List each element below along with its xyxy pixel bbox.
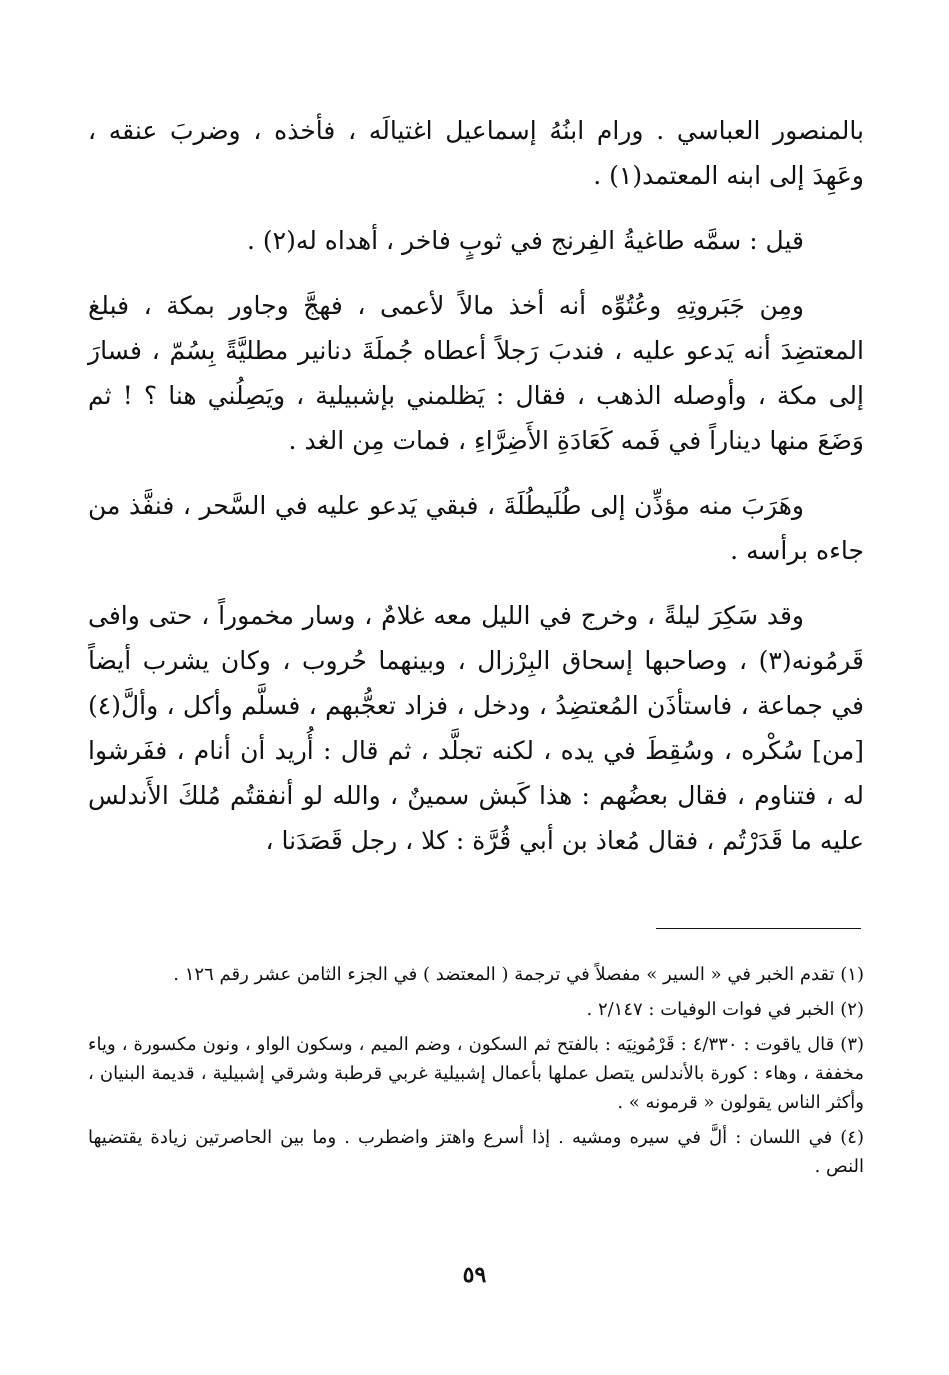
footnote: (١) تقدم الخبر في « السير » مفصلاً في ترجمة ( المعتضد ) في الجزء الثامن عشر رقم ١٢٦ . xyxy=(173,964,864,985)
footnote: (٣) قال ياقوت : ٤/٣٣٠ : قَرْمُونِيَه : بالفتح ثم السكون ، وضم الميم ، وسكون الواو ، ونون مكسورة ، وياء مخففة ، وهاء : كورة بالأندلس يتصل عملها بأعمال إشبيلية غربي قرطبة وشرقي إشبيلية ، قديمة البنيان ، وأكثر الناس يقولون « قرمونه » . xyxy=(88,1034,865,1113)
page-number: ٥٩ xyxy=(462,1262,487,1288)
footnote: (٤) في اللسان : ألَّ في سيره ومشيه . إذا أسرع واهتز واضطرب . وما بين الحاصرتين زيادة يقتضيها النص . xyxy=(88,1127,864,1177)
paragraph: وقد سَكِرَ ليلةً ، وخرج في الليل معه غلامٌ ، وسار مخموراً ، حتى وافى قَرمُونه(٣) ، وصاحبها إسحاق البِرْزال ، وبينهما حُروب ، وكان يشرب أيضاً في جماعة ، فاستأذَن المُعتضِدُ ، ودخل ، فزاد تعجُّبهم ، فسلَّم وأكل ، وألَّ(٤) [من] سُكْره ، وسُقِطَ في يده ، لكنه تجلَّد ، ثم قال : أُريد أن أنام ، ففَرشوا له ، فتناوم ، فقال بعضُهم : هذا كَبش سمينٌ ، والله لو أنفقتُم مُلكَ الأَندلس عليه ما قَدَرْتُم ، فقال مُعاذ بن أبي قُرَّة : كلا ، رجل قَصَدَنا ، xyxy=(88,601,864,855)
paragraph: وهَرَبَ منه مؤذِّن إلى طُلَيطُلَةَ ، فبقي يَدعو عليه في السَّحر ، فنفَّذ من جاءه برأسه . xyxy=(88,491,864,565)
paragraph: قيل : سمَّه طاغيةُ الفِرنج في ثوبٍ فاخر ، أهداه له(٢) . xyxy=(246,226,804,255)
paragraph: ومِن جَبَروتِهِ وعُتُوِّه أنه أخذ مالاً لأعمى ، فهجَّ وجاور بمكة ، فبلغ المعتضِدَ أنه يَدعو عليه ، فندبَ رَجلاً أعطاه جُملَةَ دنانير مطليَّةً بِسُمّ ، فسارَ إلى مكة ، وأوصله الذهب ، فقال : يَظلمني بإشبيلية ، ويَصِلُني هنا ؟ ! ثم وَضَعَ منها ديناراً في فَمه كَعَادَةِ الأَضِرَّاءِ ، فمات مِن الغد . xyxy=(88,291,864,455)
footnote-divider xyxy=(656,928,861,929)
main-text xyxy=(88,108,864,863)
footnote: (٢) الخبر في فوات الوفيات : ٢/١٤٧ . xyxy=(586,999,864,1020)
footnotes xyxy=(88,960,864,1187)
paragraph: بالمنصور العباسي . ورام ابنُهُ إسماعيل اغتيالَه ، فأخذه ، وضربَ عنقه ، وعَهِدَ إلى ابنه المعتمد(١) . xyxy=(88,116,864,190)
